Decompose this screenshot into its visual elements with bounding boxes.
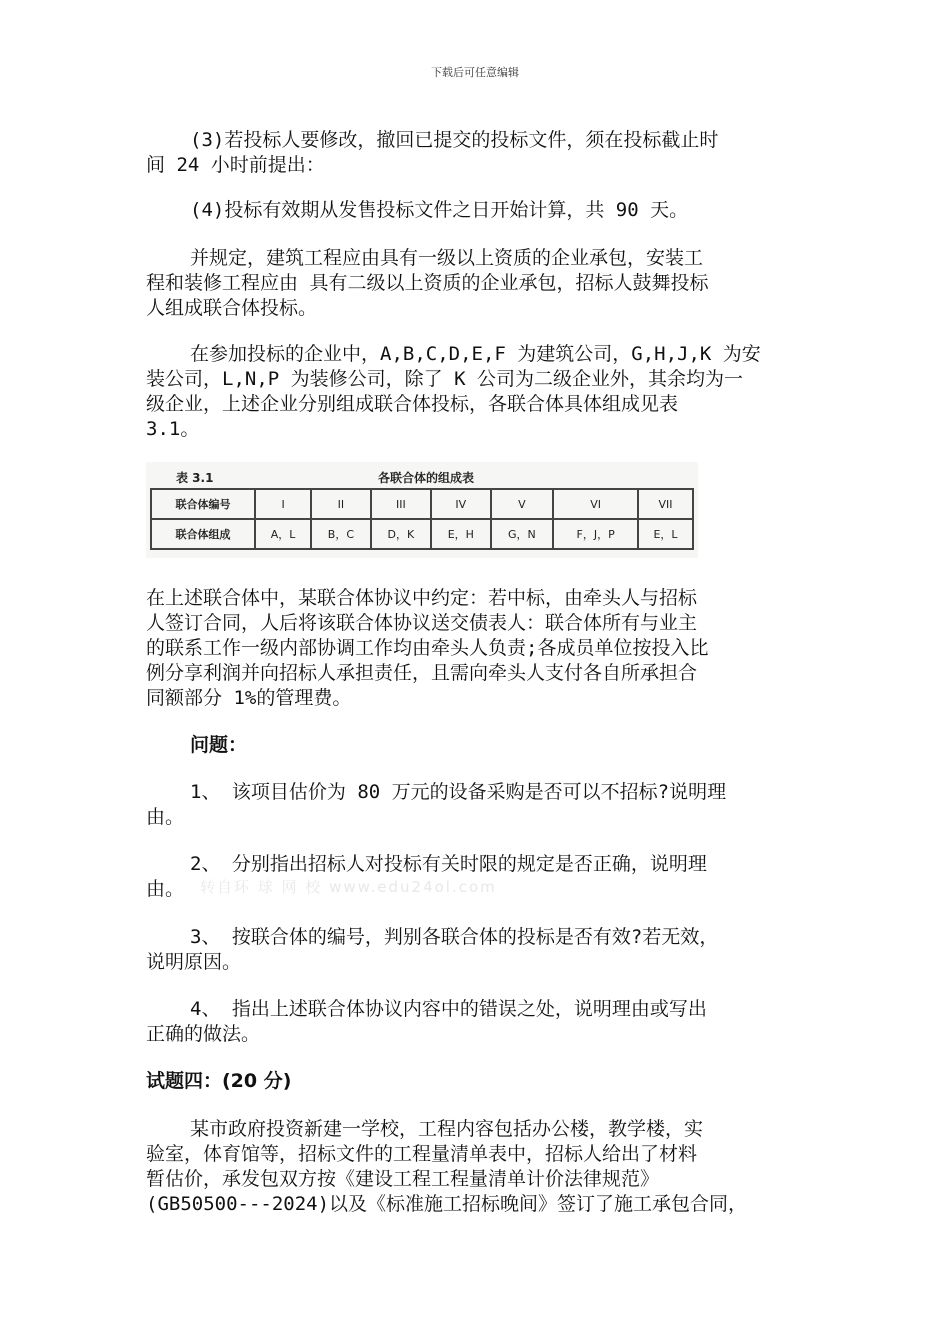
text-line: 说明原因。: [146, 951, 242, 973]
text-line: (3)若投标人要修改，撤回已提交的投标文件，须在投标截止时: [190, 129, 719, 151]
paragraph-3: [146, 128, 850, 178]
text-line: 2、 分别指出招标人对投标有关时限的规定是否正确，说明理: [190, 853, 707, 875]
text-line: 正确的做法。: [146, 1023, 261, 1045]
text-line: (GB50500---2024)以及《标准施工招标晚间》签订了施工承包合同，: [146, 1193, 748, 1215]
text-line: 1、 该项目估价为 80 万元的设备采购是否可以不招标?说明理: [190, 781, 727, 803]
table-3-1-image: [146, 462, 698, 558]
text-line: 4、 指出上述联合体协议内容中的错误之处，说明理由或写出: [190, 998, 707, 1020]
table-row: [151, 489, 693, 519]
text-line: 间 24 小时前提出：: [146, 154, 325, 176]
table-cell: A，L: [255, 519, 311, 549]
table-cell: V: [491, 489, 554, 519]
text-line: 由。: [146, 806, 185, 828]
paragraph-school-project: [146, 1117, 850, 1217]
question-3: [146, 925, 850, 975]
table-cell: B，C: [311, 519, 370, 549]
table-cell: D，K: [371, 519, 431, 549]
table-cell: G，N: [491, 519, 554, 549]
table-cell: II: [311, 489, 370, 519]
text-line: (4)投标有效期从发售投标文件之日开始计算，共 90 天。: [190, 199, 689, 221]
text-line: 人签订合同，人后将该联合体协议送交债表人：联合体所有与业主: [146, 612, 698, 634]
paragraph-agreement: [146, 586, 806, 711]
text-line: 验室，体育馆等，招标文件的工程量清单表中，招标人给出了材料: [146, 1143, 698, 1165]
paragraph-rule: [146, 246, 850, 321]
text-line: 人组成联合体投标。: [146, 297, 318, 319]
table-row-header: 联合体组成: [151, 519, 255, 549]
text-line: 在参加投标的企业中，A,B,C,D,E,F 为建筑公司，G,H,J,K 为安: [190, 343, 761, 365]
table-title: 各联合体的组成表: [378, 471, 475, 485]
page-header: 下载后可任意编辑: [431, 66, 519, 79]
table-cell: I: [255, 489, 311, 519]
table-cell: E，L: [638, 519, 693, 549]
table-caption: [146, 466, 698, 486]
text-line: 装公司，L,N,P 为装修公司，除了 K 公司为二级企业外，其余均为一: [146, 368, 743, 390]
text-line: 3.1。: [146, 418, 200, 440]
watermark: 转自环 球 网 校 www.edu24ol.com: [200, 878, 497, 896]
heading-text: 试题四：(20 分): [146, 1070, 292, 1092]
table-row: [151, 519, 693, 549]
paragraph-4: [146, 198, 850, 223]
section-4-heading: [146, 1069, 806, 1094]
text-line: 同额部分 1%的管理费。: [146, 687, 352, 709]
text-line: 3、 按联合体的编号，判别各联合体的投标是否有效?若无效，: [190, 926, 719, 948]
heading-text: 问题：: [190, 734, 248, 756]
text-line: 暂估价，承发包双方按《建设工程工程量清单计价法律规范》: [146, 1168, 660, 1190]
table-cell: VI: [553, 489, 638, 519]
questions-heading: [146, 733, 850, 758]
text-line: 程和装修工程应由 具有二级以上资质的企业承包，招标人鼓舞投标: [146, 272, 709, 294]
table-cell: E，H: [431, 519, 490, 549]
text-line: 级企业，上述企业分别组成联合体投标，各联合体具体组成见表: [146, 393, 679, 415]
text-line: 由。: [146, 878, 185, 900]
table-cell: III: [371, 489, 431, 519]
text-line: 并规定，建筑工程应由具有一级以上资质的企业承包，安装工: [190, 247, 704, 269]
question-1: [146, 780, 850, 830]
consortium-table: [150, 488, 694, 550]
table-cell: F，J，P: [553, 519, 638, 549]
paragraph-bidders: [146, 342, 850, 442]
text-line: 在上述联合体中，某联合体协议中约定：若中标，由牵头人与招标: [146, 587, 698, 609]
table-cell: VII: [638, 489, 693, 519]
table-cell: IV: [431, 489, 490, 519]
question-4: [146, 997, 850, 1047]
table-row-header: 联合体编号: [151, 489, 255, 519]
text-line: 某市政府投资新建一学校，工程内容包括办公楼，教学楼，实: [190, 1118, 704, 1140]
text-line: 例分享利润并向招标人承担责任，且需向牵头人支付各自所承担合: [146, 662, 698, 684]
table-number: 表 3.1: [176, 471, 214, 485]
text-line: 的联系工作一级内部协调工作均由牵头人负责;各成员单位按投入比: [146, 637, 709, 659]
